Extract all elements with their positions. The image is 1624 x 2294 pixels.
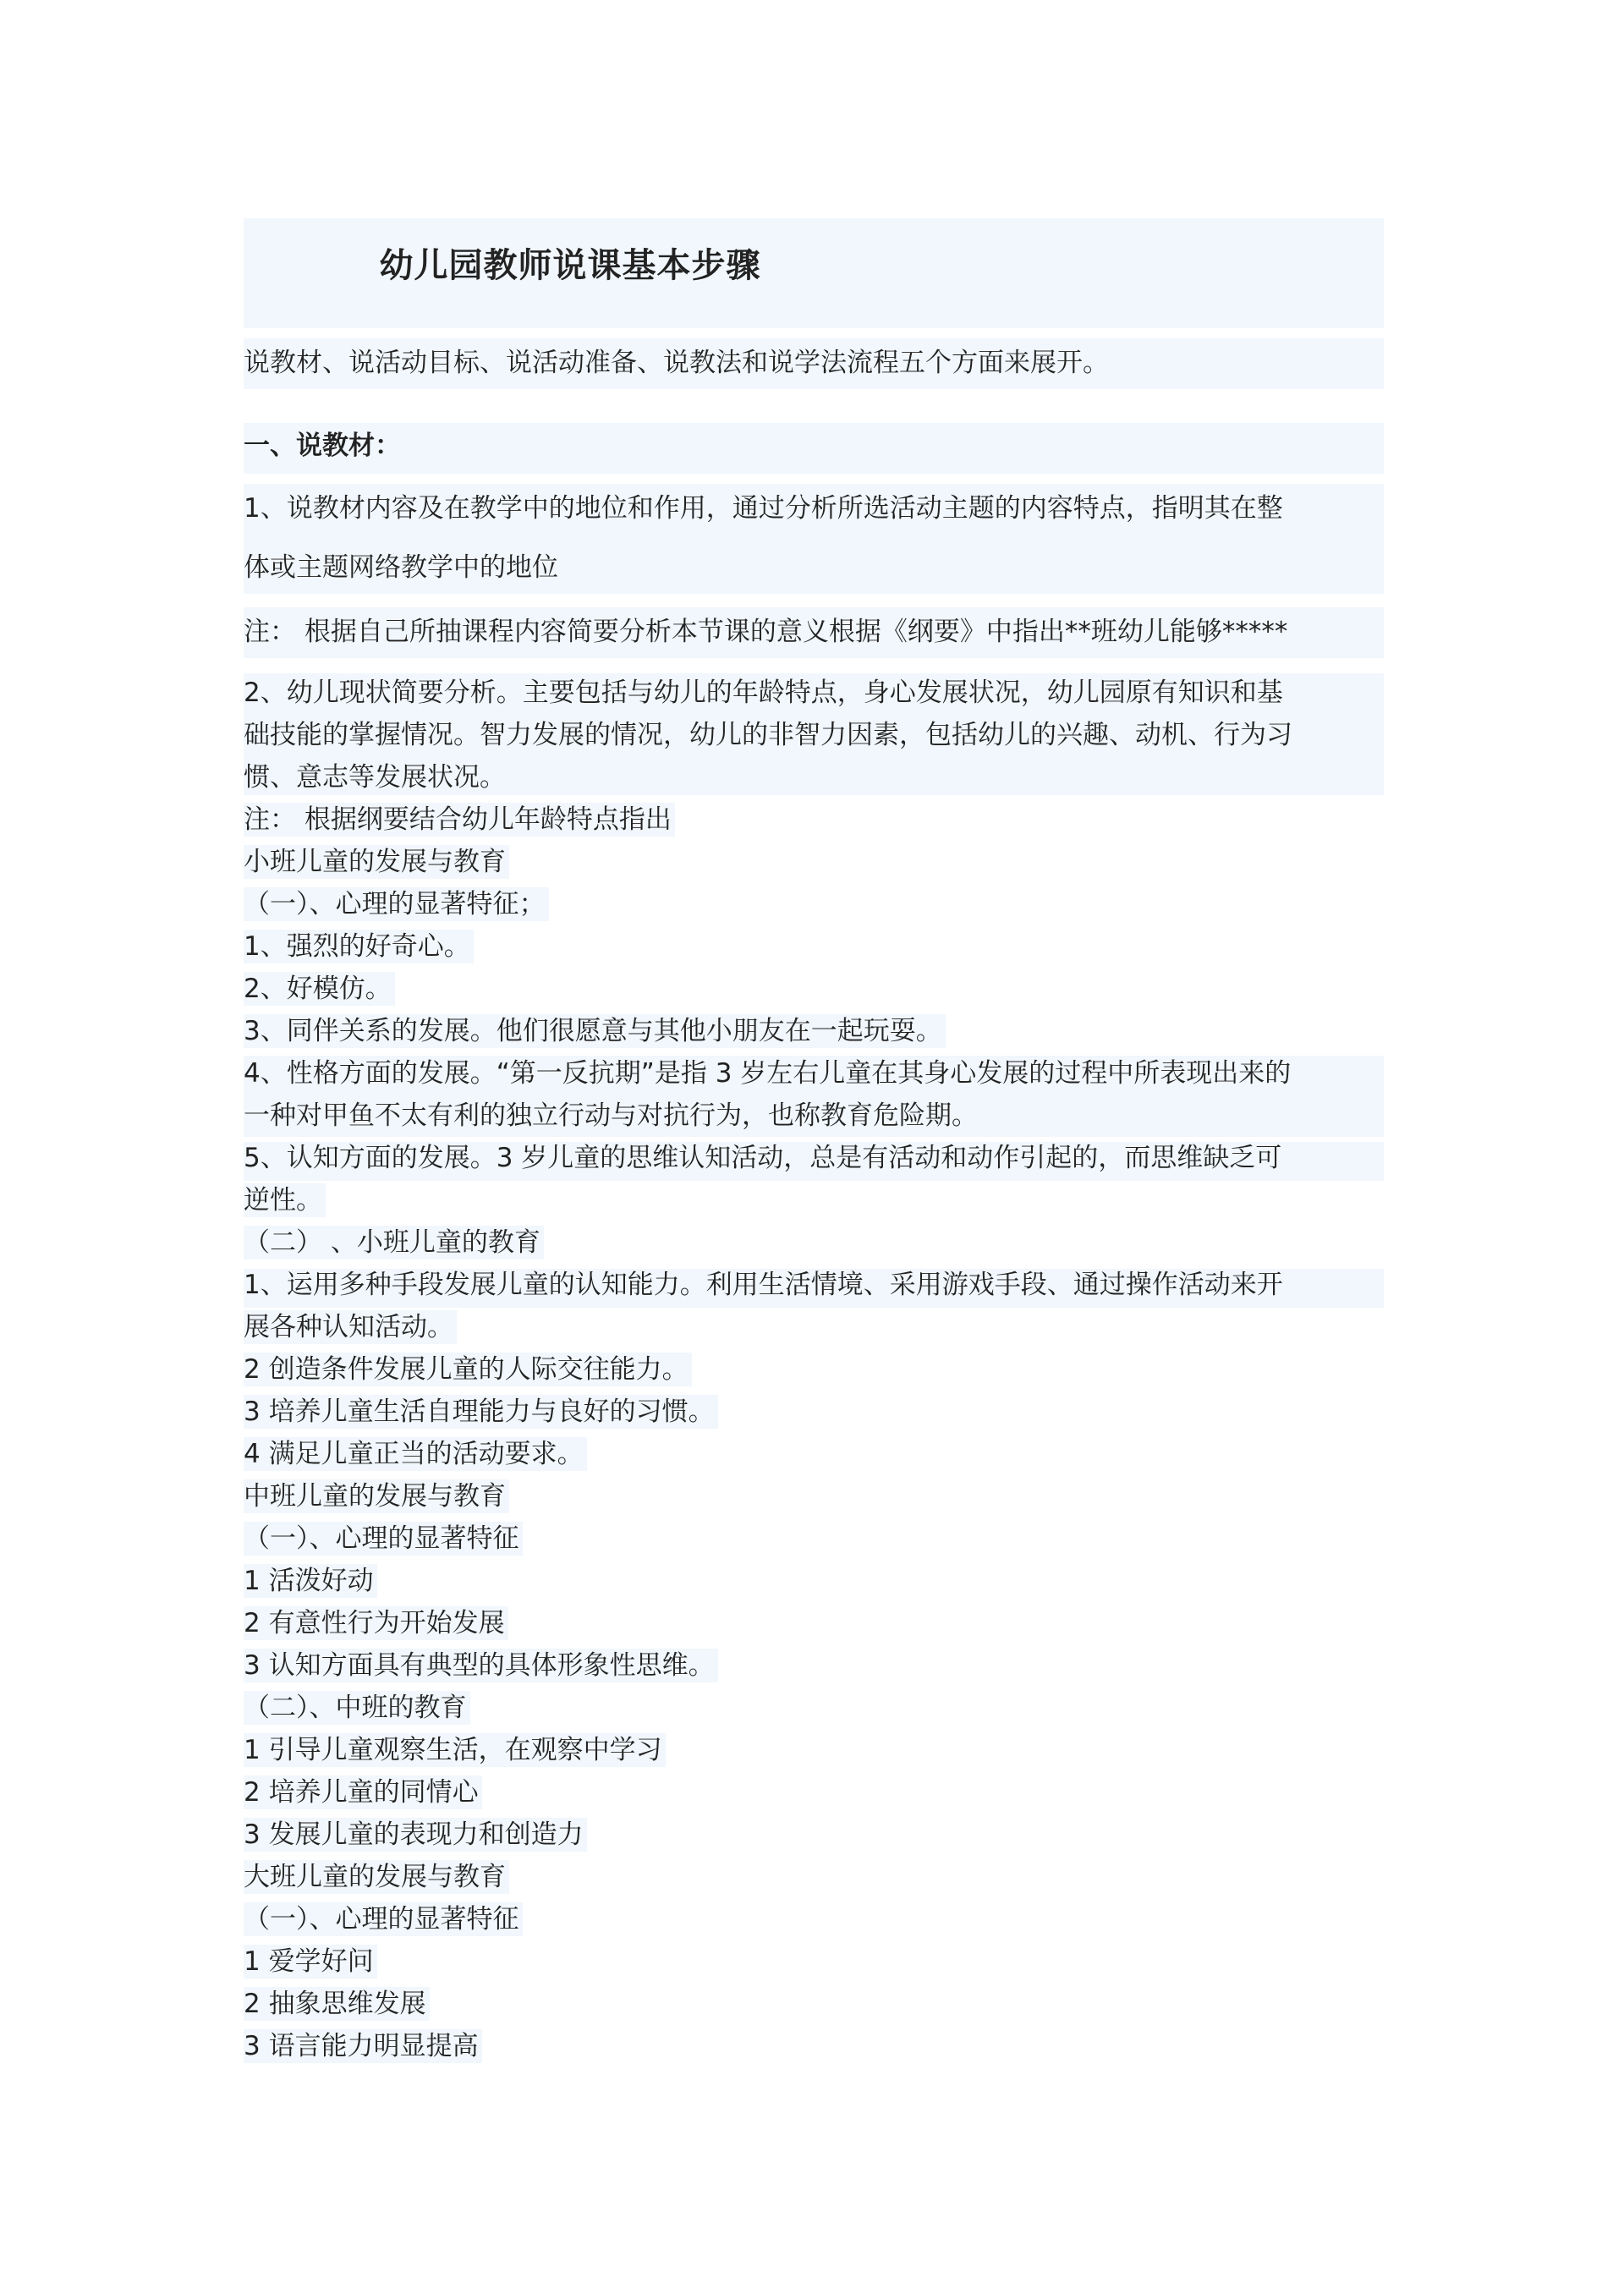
middle-class-heading bbox=[244, 1480, 509, 1513]
list-item-text: 2 创造条件发展儿童的人际交往能力。 bbox=[244, 1353, 692, 1386]
list-item bbox=[244, 1565, 377, 1598]
list-item-text: 2 培养儿童的同情心 bbox=[244, 1775, 482, 1809]
item2-line3: 惯、意志等发展状况。 bbox=[244, 762, 506, 793]
list-item bbox=[244, 1819, 587, 1852]
list-item-text: 4、性格方面的发展。“第一反抗期”是指 3 岁左右儿童在其身心发展的过程中所表现出来的 bbox=[244, 1058, 1292, 1089]
list-item-text: 3 语言能力明显提高 bbox=[244, 2029, 482, 2063]
list-item bbox=[244, 1776, 482, 1809]
intro-text: 说教材、说活动目标、说活动准备、说教法和说学法流程五个方面来展开。 bbox=[244, 348, 1109, 378]
middle-psy-heading-span: （一）、心理的显著特征 bbox=[244, 1522, 523, 1556]
section-highlight bbox=[244, 423, 1384, 474]
item2-line1: 2、幼儿现状简要分析。主要包括与幼儿的年龄特点，身心发展状况，幼儿园原有知识和基 bbox=[244, 678, 1283, 708]
small-edu-heading-span: （二） 、小班儿童的教育 bbox=[244, 1226, 544, 1260]
document-title: 幼儿园教师说课基本步骤 bbox=[379, 246, 761, 285]
list-item-text: 逆性。 bbox=[244, 1183, 326, 1217]
middle-edu-heading-span: （二）、中班的教育 bbox=[244, 1691, 470, 1725]
small-psy-heading-span: （一）、心理的显著特征； bbox=[244, 887, 549, 921]
item1-line1: 1、说教材内容及在教学中的地位和作用，通过分析所选活动主题的内容特点，指明其在整 bbox=[244, 493, 1283, 524]
middle-class-span: 中班儿童的发展与教育 bbox=[244, 1479, 509, 1513]
list-item-text: 3、同伴关系的发展。他们很愿意与其他小朋友在一起玩耍。 bbox=[244, 1014, 946, 1048]
list-item bbox=[244, 1438, 587, 1471]
list-item-text: 1、运用多种手段发展儿童的认知能力。利用生活情境、采用游戏手段、通过操作活动来开 bbox=[244, 1270, 1283, 1300]
note2-span: 注： 根据纲要结合幼儿年龄特点指出 bbox=[244, 803, 675, 837]
list-item-text: 2、好模仿。 bbox=[244, 972, 395, 1006]
list-item-text: 1、强烈的好奇心。 bbox=[244, 930, 474, 963]
large-psy-heading-span: （一）、心理的显著特征 bbox=[244, 1902, 523, 1936]
middle-edu-heading bbox=[244, 1692, 470, 1725]
list-item-text: 3 培养儿童生活自理能力与良好的习惯。 bbox=[244, 1395, 718, 1429]
list-item bbox=[244, 1311, 457, 1344]
list-item bbox=[244, 1057, 1294, 1090]
item2-line2: 础技能的掌握情况。智力发展的情况，幼儿的非智力因素，包括幼儿的兴趣、动机、行为习 bbox=[244, 720, 1292, 750]
list-item bbox=[244, 930, 474, 963]
list-item bbox=[244, 1269, 1287, 1302]
list-item bbox=[244, 1734, 666, 1767]
note2-text bbox=[244, 804, 675, 837]
list-item-text: 2 有意性行为开始发展 bbox=[244, 1606, 508, 1640]
list-item-text: 1 活泼好动 bbox=[244, 1564, 377, 1598]
list-item-text: 1 引导儿童观察生活，在观察中学习 bbox=[244, 1733, 666, 1767]
list-item bbox=[244, 1988, 430, 2021]
list-item-text: 1 爱学好问 bbox=[244, 1945, 377, 1978]
list-item bbox=[244, 1142, 1285, 1175]
list-item-text: 5、认知方面的发展。3 岁儿童的思维认知活动，总是有活动和动作引起的，而思维缺乏可 bbox=[244, 1143, 1282, 1173]
list-item-text: 4 满足儿童正当的活动要求。 bbox=[244, 1437, 587, 1471]
small-psy-heading bbox=[244, 888, 549, 921]
list-item bbox=[244, 1396, 718, 1429]
list-item bbox=[244, 1607, 508, 1640]
large-class-heading bbox=[244, 1861, 509, 1894]
list-item-text: 2 抽象思维发展 bbox=[244, 1987, 430, 2021]
list-item bbox=[244, 1184, 326, 1217]
list-item bbox=[244, 973, 395, 1006]
small-class-heading bbox=[244, 846, 509, 879]
list-item bbox=[244, 1015, 946, 1048]
list-item bbox=[244, 2030, 482, 2063]
section-heading: 一、说教材： bbox=[244, 431, 401, 461]
middle-psy-heading bbox=[244, 1523, 523, 1556]
list-item bbox=[244, 1100, 981, 1133]
list-item-text: 3 发展儿童的表现力和创造力 bbox=[244, 1818, 587, 1852]
large-class-span: 大班儿童的发展与教育 bbox=[244, 1860, 509, 1894]
list-item-text: 3 认知方面具有典型的具体形象性思维。 bbox=[244, 1649, 718, 1682]
small-edu-heading bbox=[244, 1227, 544, 1260]
item1-line2: 体或主题网络教学中的地位 bbox=[244, 552, 558, 583]
list-item-text: 展各种认知活动。 bbox=[244, 1310, 457, 1344]
list-item-text: 一种对甲鱼不太有利的独立行动与对抗行为，也称教育危险期。 bbox=[244, 1100, 978, 1131]
list-item bbox=[244, 1946, 377, 1978]
list-item bbox=[244, 1353, 692, 1386]
small-class-span: 小班儿童的发展与教育 bbox=[244, 845, 509, 879]
list-item bbox=[244, 1649, 718, 1682]
note1-text: 注： 根据自己所抽课程内容简要分析本节课的意义根据《纲要》中指出**班幼儿能够***** bbox=[244, 617, 1288, 647]
large-psy-heading bbox=[244, 1903, 523, 1936]
